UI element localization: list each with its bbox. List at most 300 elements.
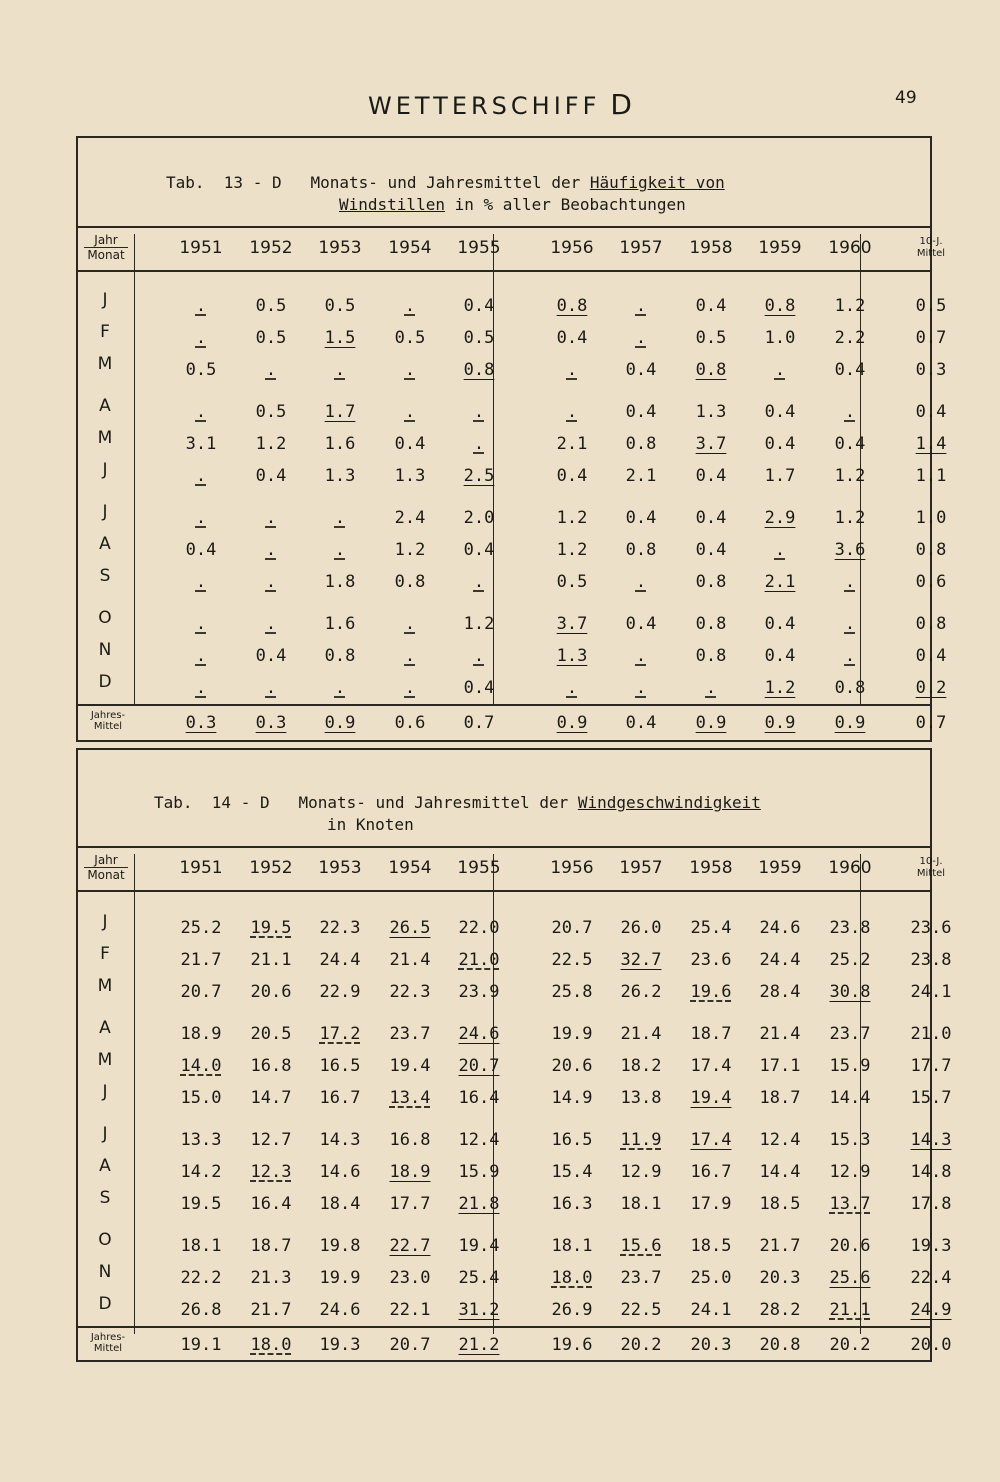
table-cell: 16.5 xyxy=(319,1056,361,1076)
table-cell: . xyxy=(265,614,277,634)
year-header: 1955 xyxy=(457,858,501,878)
table-13-caption-line2: Windstillen in % aller Beobachtungen xyxy=(339,195,686,214)
mean-line1: 10-J. xyxy=(919,856,943,867)
table-cell: 3.6 xyxy=(834,540,866,560)
table-cell: 1.2 xyxy=(556,508,588,528)
table-cell: 22.3 xyxy=(319,918,361,938)
month-label: F xyxy=(100,322,110,342)
table-cell: 0.8 xyxy=(764,296,796,316)
table-cell: 21.7 xyxy=(759,1236,801,1256)
table-cell: 19.6 xyxy=(690,982,732,1002)
table-cell: . xyxy=(635,328,647,348)
table-cell: . xyxy=(195,402,207,422)
table-cell: . xyxy=(635,646,647,666)
table-cell: 15.4 xyxy=(551,1162,593,1182)
table-cell: 0.4 xyxy=(764,434,796,454)
annual-cell: 20.7 xyxy=(389,1335,431,1355)
header-bottom-rule xyxy=(78,890,930,892)
table-cell: 15.0 xyxy=(180,1088,222,1108)
year-header: 1952 xyxy=(249,238,293,258)
table-cell: 0.7 xyxy=(915,328,947,348)
table-cell: 25.4 xyxy=(690,918,732,938)
table-cell: 21.1 xyxy=(250,950,292,970)
table-cell: 28.2 xyxy=(759,1300,801,1320)
month-label: O xyxy=(98,608,112,628)
month-label: A xyxy=(99,1018,111,1038)
table-cell: 0.4 xyxy=(915,646,947,666)
table-cell: 24.4 xyxy=(759,950,801,970)
table-cell: 20.6 xyxy=(829,1236,871,1256)
table-cell: 14.0 xyxy=(180,1056,222,1076)
table-cell: 0.4 xyxy=(556,466,588,486)
table-cell: 0.5 xyxy=(695,328,727,348)
month-label: M xyxy=(97,1050,113,1070)
annual-cell: 0.7 xyxy=(463,713,495,733)
table-cell: 0.4 xyxy=(625,360,657,380)
table-cell: 24.1 xyxy=(910,982,952,1002)
table-cell: 17.7 xyxy=(389,1194,431,1214)
table-cell: 14.8 xyxy=(910,1162,952,1182)
table-cell: 18.5 xyxy=(690,1236,732,1256)
column-divider xyxy=(134,234,135,704)
table-cell: 31.2 xyxy=(458,1300,500,1320)
table-cell: 0.4 xyxy=(625,402,657,422)
ten-year-mean-header xyxy=(899,236,963,260)
year-header: 1956 xyxy=(550,238,594,258)
annual-label xyxy=(80,710,136,732)
table-cell: . xyxy=(404,360,416,380)
month-label: J xyxy=(102,912,108,932)
table-cell: 18.1 xyxy=(551,1236,593,1256)
table-cell: 26.8 xyxy=(180,1300,222,1320)
table-cell: 0.4 xyxy=(695,466,727,486)
table-cell: 12.4 xyxy=(458,1130,500,1150)
table-cell: . xyxy=(844,402,856,422)
table-cell: 25.4 xyxy=(458,1268,500,1288)
year-header: 1958 xyxy=(689,238,733,258)
table-cell: 1.7 xyxy=(764,466,796,486)
table-cell: 23.9 xyxy=(458,982,500,1002)
annual-cell: 0.9 xyxy=(764,713,796,733)
table-cell: 1.2 xyxy=(834,508,866,528)
table-14-caption-line2: in Knoten xyxy=(327,815,414,834)
table-cell: . xyxy=(774,540,786,560)
table-cell: 16.4 xyxy=(458,1088,500,1108)
annual-cell: 0.4 xyxy=(625,713,657,733)
table-cell: 0.5 xyxy=(324,296,356,316)
table-cell: 3.7 xyxy=(695,434,727,454)
table-cell: 20.7 xyxy=(551,918,593,938)
table-cell: 0.8 xyxy=(695,572,727,592)
month-label: S xyxy=(99,566,111,586)
table-cell: . xyxy=(404,678,416,698)
table-13-caption: Tab. 13 - D Monats- und Jahresmittel der Häufigkeit von xyxy=(166,173,725,192)
table-cell: 22.1 xyxy=(389,1300,431,1320)
table-cell: 24.4 xyxy=(319,950,361,970)
table-cell: 17.1 xyxy=(759,1056,801,1076)
table-cell: 19.4 xyxy=(458,1236,500,1256)
table-cell: 0.4 xyxy=(834,360,866,380)
table-cell: 1.2 xyxy=(255,434,287,454)
table-cell: 25.8 xyxy=(551,982,593,1002)
table-cell: 0.4 xyxy=(915,402,947,422)
table-cell: 0.4 xyxy=(834,434,866,454)
table-cell: . xyxy=(774,360,786,380)
table-cell: 2.2 xyxy=(834,328,866,348)
annual-cell: 20.0 xyxy=(910,1335,952,1355)
table-cell: . xyxy=(635,296,647,316)
corner-month-label: Monat xyxy=(87,868,125,882)
table-cell: 0.3 xyxy=(915,360,947,380)
table-cell: 24.6 xyxy=(458,1024,500,1044)
table-cell: 24.6 xyxy=(319,1300,361,1320)
mean-line1: 10-J. xyxy=(919,236,943,247)
page-number: 49 xyxy=(895,88,917,108)
annual-cell: 20.8 xyxy=(759,1335,801,1355)
table-cell: 19.8 xyxy=(319,1236,361,1256)
table-cell: 1.2 xyxy=(556,540,588,560)
table-cell: 21.7 xyxy=(250,1300,292,1320)
month-label: M xyxy=(97,428,113,448)
table-cell: . xyxy=(195,508,207,528)
table-cell: 0.4 xyxy=(255,646,287,666)
table-cell: 26.2 xyxy=(620,982,662,1002)
table-cell: 16.3 xyxy=(551,1194,593,1214)
table-cell: 0.4 xyxy=(764,614,796,634)
table-cell: 2.5 xyxy=(463,466,495,486)
table-cell: 20.3 xyxy=(759,1268,801,1288)
table-13 xyxy=(76,136,947,742)
table-cell: 0.8 xyxy=(556,296,588,316)
table-cell: 17.2 xyxy=(319,1024,361,1044)
month-label: N xyxy=(98,1262,112,1282)
table-cell: . xyxy=(566,360,578,380)
year-header: 1959 xyxy=(758,858,802,878)
annual-rule xyxy=(78,704,930,706)
table-cell: 18.1 xyxy=(620,1194,662,1214)
annual-cell: 18.0 xyxy=(250,1335,292,1355)
table-cell: 22.3 xyxy=(389,982,431,1002)
month-label: J xyxy=(102,460,108,480)
annual-cell: 0.3 xyxy=(185,713,217,733)
column-divider xyxy=(134,854,135,1334)
year-header: 1954 xyxy=(388,238,432,258)
table-cell: 15.9 xyxy=(458,1162,500,1182)
table-cell: 1.3 xyxy=(695,402,727,422)
annual-cell: 0.9 xyxy=(556,713,588,733)
year-header: 1951 xyxy=(179,858,223,878)
table-cell: 21.4 xyxy=(389,950,431,970)
table-cell: 21.0 xyxy=(458,950,500,970)
corner-year-label: Jahr xyxy=(84,233,128,248)
table-cell: 23.6 xyxy=(910,918,952,938)
table-cell: 26.9 xyxy=(551,1300,593,1320)
year-header: 1953 xyxy=(318,858,362,878)
month-label: O xyxy=(98,1230,112,1250)
table-cell: . xyxy=(705,678,717,698)
year-header: 1960 xyxy=(828,858,872,878)
table-cell: 0.4 xyxy=(463,678,495,698)
table-cell: . xyxy=(473,434,485,454)
table-cell: 12.9 xyxy=(829,1162,871,1182)
table-cell: . xyxy=(635,572,647,592)
table-cell: 13.8 xyxy=(620,1088,662,1108)
table-cell: 24.6 xyxy=(759,918,801,938)
table-cell: 21.0 xyxy=(910,1024,952,1044)
table-cell: 16.7 xyxy=(690,1162,732,1182)
annual-cell: 19.1 xyxy=(180,1335,222,1355)
table-cell: 26.5 xyxy=(389,918,431,938)
table-cell: 20.6 xyxy=(250,982,292,1002)
table-cell: . xyxy=(635,678,647,698)
year-header: 1957 xyxy=(619,858,663,878)
month-label: F xyxy=(100,944,110,964)
table-cell: 19.4 xyxy=(690,1088,732,1108)
table-cell: 0.5 xyxy=(915,296,947,316)
ten-year-mean-header xyxy=(899,856,963,880)
table-cell: . xyxy=(334,508,346,528)
year-header: 1959 xyxy=(758,238,802,258)
table-cell: 21.7 xyxy=(180,950,222,970)
month-label: A xyxy=(99,534,111,554)
annual-cell: 21.2 xyxy=(458,1335,500,1355)
table-cell: 2.1 xyxy=(625,466,657,486)
annual-cell: 0.3 xyxy=(255,713,287,733)
table-cell: 23.0 xyxy=(389,1268,431,1288)
table-cell: 0.8 xyxy=(915,540,947,560)
table-cell: 26.0 xyxy=(620,918,662,938)
table-cell: . xyxy=(195,678,207,698)
table-cell: 17.9 xyxy=(690,1194,732,1214)
table-cell: . xyxy=(404,614,416,634)
table-cell: 2.9 xyxy=(764,508,796,528)
year-header: 1951 xyxy=(179,238,223,258)
annual-cell: 19.3 xyxy=(319,1335,361,1355)
table-cell: . xyxy=(265,540,277,560)
table-cell: 25.0 xyxy=(690,1268,732,1288)
month-label: J xyxy=(102,502,108,522)
table-cell: 22.2 xyxy=(180,1268,222,1288)
month-label: A xyxy=(99,396,111,416)
table-cell: 1.2 xyxy=(394,540,426,560)
table-cell: 18.0 xyxy=(551,1268,593,1288)
table-cell: . xyxy=(265,360,277,380)
table-cell: 14.4 xyxy=(759,1162,801,1182)
table-cell: . xyxy=(566,402,578,422)
table-cell: 0.2 xyxy=(915,678,947,698)
year-header: 1957 xyxy=(619,238,663,258)
table-cell: 1.6 xyxy=(324,614,356,634)
table-cell: 18.5 xyxy=(759,1194,801,1214)
table-cell: 0.4 xyxy=(625,614,657,634)
annual-cell: 0.9 xyxy=(324,713,356,733)
year-header: 1953 xyxy=(318,238,362,258)
table-cell: 19.9 xyxy=(551,1024,593,1044)
table-cell: 1.0 xyxy=(915,508,947,528)
table-cell: 0.8 xyxy=(695,646,727,666)
annual-cell: 0.9 xyxy=(695,713,727,733)
table-cell: 19.4 xyxy=(389,1056,431,1076)
table-cell: 14.4 xyxy=(829,1088,871,1108)
table-cell: 23.7 xyxy=(620,1268,662,1288)
table-cell: . xyxy=(844,614,856,634)
table-cell: 0.4 xyxy=(463,296,495,316)
table-cell: 12.9 xyxy=(620,1162,662,1182)
table-cell: 1.5 xyxy=(324,328,356,348)
table-cell: 2.0 xyxy=(463,508,495,528)
table-cell: . xyxy=(404,402,416,422)
table-cell: 19.5 xyxy=(180,1194,222,1214)
table-cell: 15.6 xyxy=(620,1236,662,1256)
table-cell: . xyxy=(844,572,856,592)
table-cell: 16.4 xyxy=(250,1194,292,1214)
table-cell: 18.4 xyxy=(319,1194,361,1214)
table-cell: 0.4 xyxy=(463,540,495,560)
table-cell: 20.7 xyxy=(180,982,222,1002)
table-cell: 0.4 xyxy=(556,328,588,348)
table-cell: 17.4 xyxy=(690,1130,732,1150)
table-cell: 13.3 xyxy=(180,1130,222,1150)
table-14 xyxy=(76,748,952,1362)
annual-cell: 19.6 xyxy=(551,1335,593,1355)
table-cell: 1.2 xyxy=(764,678,796,698)
table-cell: 13.7 xyxy=(829,1194,871,1214)
table-cell: 14.7 xyxy=(250,1088,292,1108)
annual-cell: 20.2 xyxy=(829,1335,871,1355)
table-cell: 21.3 xyxy=(250,1268,292,1288)
table-cell: . xyxy=(404,646,416,666)
table-cell: . xyxy=(473,646,485,666)
table-cell: 19.5 xyxy=(250,918,292,938)
table-cell: 3.1 xyxy=(185,434,217,454)
year-header: 1956 xyxy=(550,858,594,878)
table-cell: 0.5 xyxy=(394,328,426,348)
table-cell: 0.6 xyxy=(915,572,947,592)
table-cell: 0.8 xyxy=(915,614,947,634)
table-cell: 0.5 xyxy=(556,572,588,592)
table-cell: . xyxy=(566,678,578,698)
table-cell: . xyxy=(404,296,416,316)
corner-label xyxy=(84,853,128,882)
table-cell: . xyxy=(195,646,207,666)
table-cell: 18.2 xyxy=(620,1056,662,1076)
page-title: WETTERSCHIFF D xyxy=(368,88,632,121)
header-bottom-rule xyxy=(78,270,930,272)
table-cell: 1.4 xyxy=(915,434,947,454)
header-top-rule xyxy=(78,846,930,848)
table-cell: 14.9 xyxy=(551,1088,593,1108)
table-cell: 12.3 xyxy=(250,1162,292,1182)
table-cell: 15.7 xyxy=(910,1088,952,1108)
table-cell: 0.8 xyxy=(695,360,727,380)
corner-year-label: Jahr xyxy=(84,853,128,868)
table-cell: 1.3 xyxy=(556,646,588,666)
table-cell: 0.5 xyxy=(463,328,495,348)
month-label: D xyxy=(98,1294,112,1314)
annual-line2: Mittel xyxy=(93,1343,123,1354)
table-cell: 30.8 xyxy=(829,982,871,1002)
table-cell: 15.9 xyxy=(829,1056,871,1076)
table-cell: 12.7 xyxy=(250,1130,292,1150)
table-cell: 3.7 xyxy=(556,614,588,634)
table-cell: 16.7 xyxy=(319,1088,361,1108)
table-cell: 18.7 xyxy=(690,1024,732,1044)
table-cell: 0.8 xyxy=(463,360,495,380)
month-label: N xyxy=(98,640,112,660)
table-cell: 28.4 xyxy=(759,982,801,1002)
table-cell: 0.4 xyxy=(695,508,727,528)
table-cell: 0.4 xyxy=(764,402,796,422)
table-cell: 0.8 xyxy=(625,434,657,454)
table-cell: 24.9 xyxy=(910,1300,952,1320)
table-cell: 17.7 xyxy=(910,1056,952,1076)
table-cell: . xyxy=(473,572,485,592)
table-cell: 14.2 xyxy=(180,1162,222,1182)
table-cell: 1.2 xyxy=(834,466,866,486)
year-header: 1960 xyxy=(828,238,872,258)
table-cell: 21.8 xyxy=(458,1194,500,1214)
table-cell: 0.4 xyxy=(695,296,727,316)
table-cell: . xyxy=(195,296,207,316)
table-cell: . xyxy=(265,572,277,592)
mean-line2: Mittel xyxy=(916,868,946,879)
table-cell: 20.5 xyxy=(250,1024,292,1044)
table-cell: 16.8 xyxy=(250,1056,292,1076)
table-cell: 22.7 xyxy=(389,1236,431,1256)
table-cell: 22.0 xyxy=(458,918,500,938)
table-cell: 23.7 xyxy=(389,1024,431,1044)
table-cell: . xyxy=(334,360,346,380)
corner-label xyxy=(84,233,128,262)
table-cell: 21.4 xyxy=(759,1024,801,1044)
month-label: M xyxy=(97,354,113,374)
table-cell: 23.7 xyxy=(829,1024,871,1044)
table-cell: 23.8 xyxy=(829,918,871,938)
corner-month-label: Monat xyxy=(87,248,125,262)
table-cell: 0.4 xyxy=(764,646,796,666)
month-label: J xyxy=(102,1082,108,1102)
table-cell: 1.1 xyxy=(915,466,947,486)
annual-line1: Jahres- xyxy=(90,710,126,721)
table-cell: 0.4 xyxy=(255,466,287,486)
table-cell: 19.9 xyxy=(319,1268,361,1288)
table-cell: 14.6 xyxy=(319,1162,361,1182)
month-label: M xyxy=(97,976,113,996)
table-cell: . xyxy=(195,572,207,592)
table-cell: 23.6 xyxy=(690,950,732,970)
table-cell: 20.6 xyxy=(551,1056,593,1076)
table-cell: 22.9 xyxy=(319,982,361,1002)
table-cell: 15.3 xyxy=(829,1130,871,1150)
table-cell: 17.8 xyxy=(910,1194,952,1214)
table-cell: 1.3 xyxy=(394,466,426,486)
table-cell: 19.3 xyxy=(910,1236,952,1256)
table-cell: 18.9 xyxy=(180,1024,222,1044)
table-cell: 0.8 xyxy=(834,678,866,698)
table-cell: 32.7 xyxy=(620,950,662,970)
table-cell: 18.9 xyxy=(389,1162,431,1182)
table-cell: 0.4 xyxy=(625,508,657,528)
table-cell: 0.5 xyxy=(255,328,287,348)
annual-rule xyxy=(78,1326,930,1328)
annual-line1: Jahres- xyxy=(90,1332,126,1343)
month-label: J xyxy=(102,1124,108,1144)
table-cell: 12.4 xyxy=(759,1130,801,1150)
table-cell: 24.1 xyxy=(690,1300,732,1320)
table-cell: 1.8 xyxy=(324,572,356,592)
table-cell: 2.1 xyxy=(556,434,588,454)
year-header: 1955 xyxy=(457,238,501,258)
